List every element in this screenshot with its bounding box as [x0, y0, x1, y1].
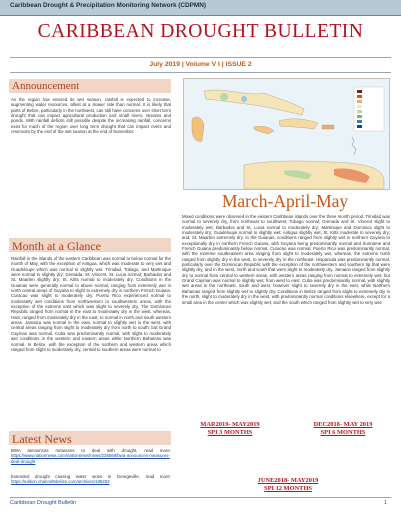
month-glance-heading: Month at a Glance — [12, 239, 101, 253]
news-item-1-link[interactable]: https://www.nationnews.com/nationnews/news/228568/bwa-announces-measures-deal-drought — [11, 453, 170, 464]
news-item-2-link[interactable]: https://edition.channel5belize.com/archives/186253 — [11, 479, 110, 485]
spi-3-month-caption: SPI 3 MONTHS — [207, 428, 253, 436]
announcement-heading: Announcement — [12, 80, 80, 92]
mam-text: Mixed conditions were observed in the eastern Caribbean islands over the three month period. Trinidad was normal to severely dry, from northeast to southwest; Tobago normal; Grenada and St. Vincent slight to moderately wet; Barbados and St. Lucia normal to moderately dry; Martinique and Dominica slight to moderately dry; Guadeloupe normal to slightly wet; Antigua slightly wet, St. Kitts moderate to severely dry; and, St. Maarten extremely dry. In the Guianas, conditions ranged from slightly wet in northern Guyana to exceptionally dry in northern French Guiana, with Guyana being predominantly normal and Suriname and French Guiana predominantly below normal. Curacao was normal. Puerto Rico was predominantly normal, with the extreme southeastern area ranging from slight to moderately wet, whereas, the extreme north ranged from slightly dry in the west, to severely dry in the northeast. Hispaniola was predominantly normal, particularly over the Dominican Republic with the exception of the northwestern and southern tip that were slightly dry, and in the west, north and south that were slight to moderately dry. Jamaica ranged from slightly dry to normal from central to western areas, with western areas ranging from normal to extremely wet; but Grand Cayman was normal to slightly wet, from west to east. Cuba was predominantly normal, with slightly wet areas in the northeast, south and west, however slight to severely dry in the east, while Northern Bahamas ranged from slightly wet to slightly dry. Conditions in Belize ranged from slight to extremely dry in the north, slight to moderately dry in the west, with predominantly normal conditions elsewhere, except for a small area in the center which was slightly wet, and the south which ranged from slightly wet to very wet. — [182, 214, 390, 305]
month-glance-text: Rainfall in the islands of the eastern Caribbean was normal to below normal for the month of May, with the exception of Antigua, which was moderate to very wet and Guadeloupe which was normal to slightly wet. Trinidad, Tobago, and Martinique were normal to slightly dry; Grenada, St. Vincent, St. Lucia normal; Barbados and St. Maarten slightly dry; St. Kitts normal to moderately dry. Conditions in the Guianas were generally normal to above normal, ranging from extremely wet in north central areas of Guyana to slight to extremely dry in northern French Guiana. Curacao was slight to moderately dry. Puerto Rico experienced normal to moderately wet conditions from northwestern to southwestern areas, with the exception of the extreme east which was slight to severely dry. The Dominican Republic ranged from normal in the east to moderately dry in the west, whereas, Haiti, ranged from moderately dry in the east, to normal in north and south western areas. Jamaica was normal in the east, normal to slightly wet in the west, with central areas ranging from slight to moderately dry from north to south; but Grand Cayman was normal. Cuba was predominantly normal, with slight to moderately wet conditions in the western and eastern areas while Northern Bahamas was normal. In Belize, with the exception of the northern and western areas which ranged from slight to moderately dry, central to southern areas were normal to — [11, 256, 171, 352]
title-rule-top — [10, 57, 391, 58]
org-header-bar — [0, 0, 401, 16]
spi-12-month-label[interactable] — [243, 477, 333, 492]
spi-6-month-label[interactable] — [298, 421, 388, 436]
spi-6-month-period: DEC2018- MAY 2019 — [313, 421, 373, 428]
news-item-1 — [11, 448, 171, 464]
news-item-2 — [11, 474, 171, 485]
spi-12-month-caption: SPI 12 MONTHS — [264, 484, 312, 492]
footer-title: Caribbean Drought Bulletin — [10, 500, 77, 506]
mam-heading: March-April-May — [221, 191, 349, 211]
org-name: Caribbean Drought & Precipitation Monitoring Network (CDPMN) — [10, 2, 206, 9]
title-rule-bottom — [10, 72, 391, 73]
announcement-text: As the region has entered its wet season, rainfall is expected to increase, augmenting water resources, albeit at a slower rate than normal. It is likely that parts of Belize, particularly in the northwest, can still have concerns over short term drought that can impact agricultural production and small rivers, streams and ponds. With rainfall deficits still possible despite the increasing rainfall, concerns exist for much of the region over long term drought that can impact rivers and reservoirs by the end of the wet season at the end of November. — [11, 97, 171, 135]
spi-6-month-caption: SPI 6 MONTHS — [320, 428, 366, 436]
spi-3-month-label[interactable] — [190, 421, 270, 436]
page-number: 1 — [383, 500, 387, 506]
news-item-1-text: BWA announces measures to deal with drought, read more: — [11, 448, 171, 453]
issue-line: July 2019 | Volume V I | ISSUE 2 — [149, 61, 252, 68]
footer-rule — [10, 497, 391, 498]
latest-news-heading: Latest News — [12, 432, 72, 446]
map-graphic — [184, 79, 389, 189]
spi-12-month-period: JUNE2018- MAY2019 — [257, 477, 319, 484]
bulletin-title: CARIBBEAN DROUGHT BULLETIN — [37, 21, 364, 42]
news-item-2-text: Extended drought causing water woes in Georgeville, read more: — [11, 474, 171, 479]
caribbean-spi-map — [183, 78, 390, 190]
spi-3-month-period: MAR2019- MAY2019 — [200, 421, 260, 428]
